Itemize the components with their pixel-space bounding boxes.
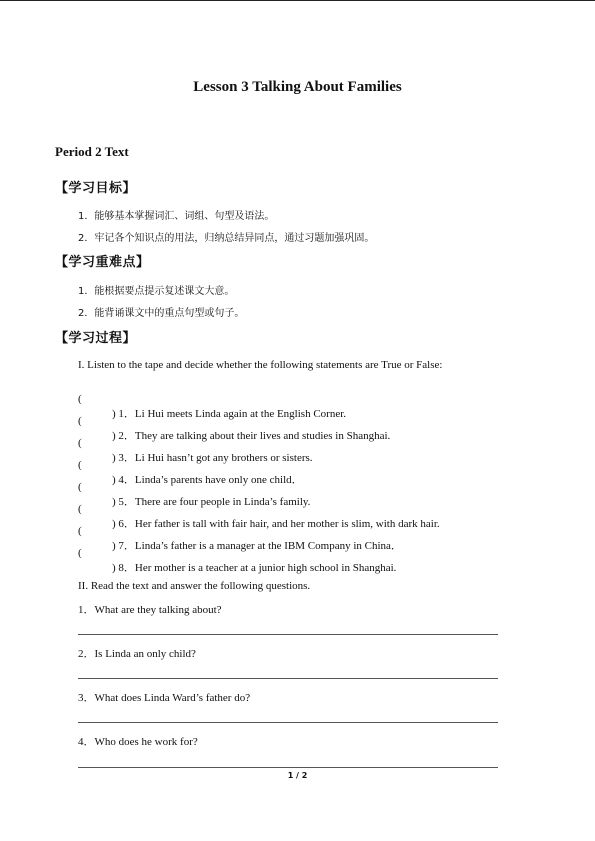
question-4: 4．Who does he work for? [78, 736, 198, 748]
top-border [0, 0, 595, 1]
key-point-item-1: 1．能根据要点提示复述课文大意。 [78, 286, 235, 297]
key-point-item-2: 2．能背诵课文中的重点句型或句子。 [78, 308, 245, 319]
statement-text: ) 7．Linda’s father is a manager at the IBM Company in China． [112, 540, 402, 552]
answer-bracket: ( [78, 459, 82, 471]
part2-instruction: II. Read the text and answer the following questions. [78, 580, 311, 592]
objective-item-1: 1．能够基本掌握词汇、词组、句型及语法。 [78, 211, 275, 222]
answer-bracket: ( [78, 547, 82, 559]
objectives-heading: 【学习目标】 [55, 181, 137, 196]
key-points-heading: 【学习重难点】 [55, 255, 150, 270]
statement-text: ) 6．Her father is tall with fair hair, and her mother is slim, with dark hair. [112, 518, 440, 530]
answer-bracket: ( [78, 481, 82, 493]
answer-bracket: ( [78, 415, 82, 427]
answer-bracket: ( [78, 503, 82, 515]
process-heading: 【学习过程】 [55, 331, 137, 346]
statement-text: ) 4．Linda’s parents have only one child． [112, 474, 303, 486]
statement-text: ) 5．There are four people in Linda’s family. [112, 496, 311, 508]
page-title: Lesson 3 Talking About Families [193, 79, 402, 95]
statement-text: ) 2．They are talking about their lives and studies in Shanghai. [112, 430, 391, 442]
question-1: 1．What are they talking about? [78, 604, 222, 616]
answer-line-4[interactable] [78, 767, 498, 768]
question-2: 2．Is Linda an only child? [78, 648, 196, 660]
answer-line-2[interactable] [78, 678, 498, 679]
page-number: 1 / 2 [287, 771, 308, 780]
answer-line-1[interactable] [78, 634, 498, 635]
answer-bracket: ( [78, 393, 82, 405]
statement-text: ) 8．Her mother is a teacher at a junior high school in Shanghai. [112, 562, 397, 574]
answer-line-3[interactable] [78, 722, 498, 723]
statement-text: ) 1．Li Hui meets Linda again at the English Corner. [112, 408, 347, 420]
answer-bracket: ( [78, 437, 82, 449]
period-heading: Period 2 Text [55, 144, 129, 159]
statement-text: ) 3．Li Hui hasn’t got any brothers or sisters. [112, 452, 313, 464]
question-3: 3．What does Linda Ward’s father do? [78, 692, 251, 704]
objective-item-2: 2．牢记各个知识点的用法，归纳总结异同点，通过习题加强巩固。 [78, 233, 375, 244]
part1-instruction: I. Listen to the tape and decide whether the following statements are True or False: [78, 359, 443, 371]
answer-bracket: ( [78, 525, 82, 537]
